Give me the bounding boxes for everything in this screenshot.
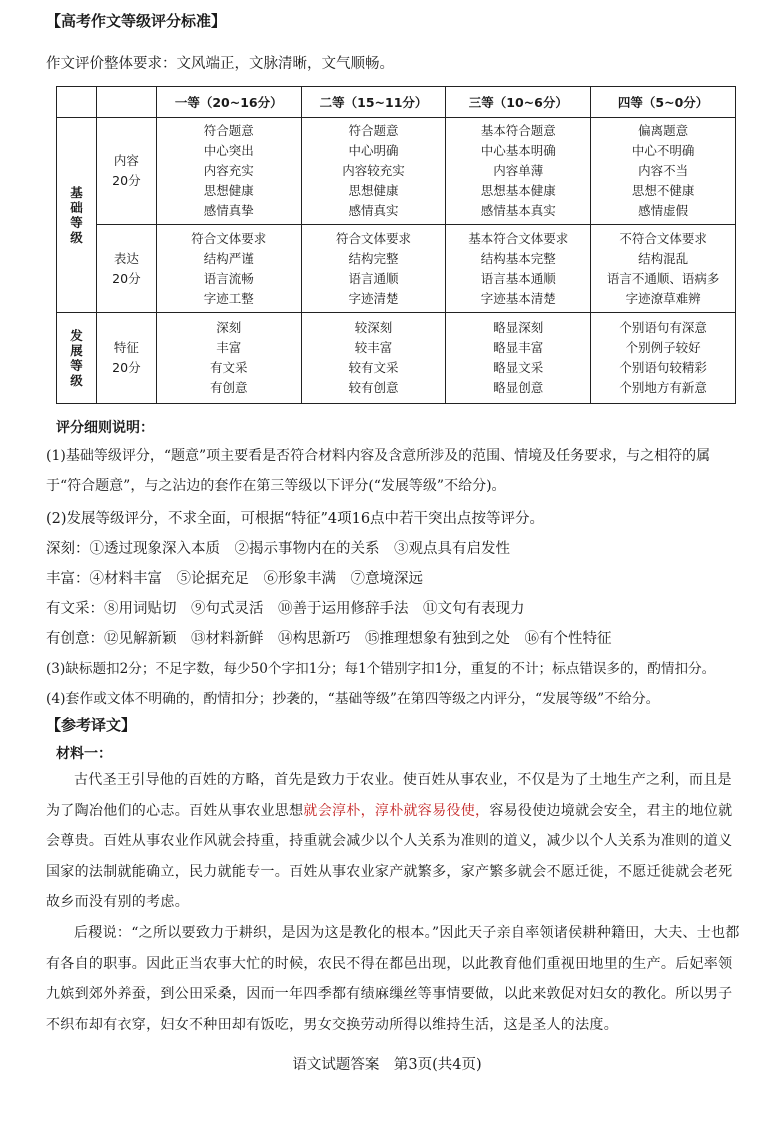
feature-grade-3: 略显深刻 略显丰富 略显文采 略显创意 [446,313,591,404]
content-grade-3: 基本符合题意 中心基本明确 内容单薄 思想基本健康 感情基本真实 [446,118,591,225]
rule-creative: 有创意：⑫见解新颖 ⑬材料新鲜 ⑭构思新巧 ⑮推理想象有独到之处 ⑯有个性特征 [46,631,612,647]
basic-level-label: 基 础 等 级 [57,118,97,313]
header-grade-1: 一等（20~16分） [156,87,301,118]
table-header-row [57,87,736,118]
expression-grade-3: 基本符合文体要求 结构基本完整 语言基本通顺 字迹基本清楚 [446,225,591,313]
details-title: 评分细则说明： [56,420,154,436]
grading-table [56,86,736,404]
rule-1: (1)基础等级评分，“题意”项主要看是否符合材料内容及含意所涉及的范围、情境及任务要求，与之相符的属于“符合题意”，与之沾边的套作在第三等级以下评分(“发展等级”不给分)。 [46,448,711,494]
header-cell-empty-2 [96,87,156,118]
rule-rich: 丰富：④材料丰富 ⑤论据充足 ⑥形象丰满 ⑦意境深远 [46,571,423,587]
header-grade-3: 三等（10~6分） [446,87,591,118]
highlighted-phrase: 就会淳朴，淳朴就容易役使， [303,802,490,819]
content-grade-4: 偏离题意 中心不明确 内容不当 思想不健康 感情虚假 [591,118,736,225]
expression-grade-4: 不符合文体要求 结构混乱 语言不通顺、语病多 字迹潦草难辨 [591,225,736,313]
expression-grade-1: 符合文体要求 结构严谨 语言流畅 字迹工整 [156,225,301,313]
expression-grade-2: 符合文体要求 结构完整 语言通顺 字迹清楚 [301,225,446,313]
content-grade-1: 符合题意 中心突出 内容充实 思想健康 感情真挚 [156,118,301,225]
rule-4: (4)套作或文体不明确的，酌情扣分；抄袭的，“基础等级”在第四等级之内评分，“发展等级”不给分。 [46,691,660,707]
rule-2: (2)发展等级评分，不求全面，可根据“特征”4项16点中若干突出点按等评分。 [46,511,545,527]
expression-label: 表达 20分 [96,225,156,313]
translation-heading: 【参考译文】 [46,716,137,734]
rule-literary: 有文采：⑧用词贴切 ⑨句式灵活 ⑩善于运用修辞手法 ⑪文句有表现力 [46,601,525,617]
development-level-label: 发 展 等 级 [57,313,97,404]
rule-3: (3)缺标题扣2分；不足字数，每少50个字扣1分；每1个错别字扣1分，重复的不计；标点错误多的，酌情扣分。 [46,661,716,677]
translation-paragraph-2: 后稷说：“之所以要致力于耕织，是因为这是教化的根本。”因此天子亲自率领诸侯耕种籍田，大夫、士也都有各自的职事。因此正当农事大忙的时候，农民不得在都邑出现，以此教育他们重视田地里的生产。后妃率领九嫔到郊外养蚕，到公田采桑，因而一年四季都有绩麻缫丝等事情要做，以此来敦促对妇女的教化。所以男子不织布却有衣穿，妇女不种田却有饭吃，男女交换劳动所得以维持生活，这是圣人的法度。 [46,925,740,1033]
feature-label: 特征 20分 [96,313,156,404]
content-grade-2: 符合题意 中心明确 内容较充实 思想健康 感情真实 [301,118,446,225]
feature-grade-2: 较深刻 较丰富 较有文采 较有创意 [301,313,446,404]
feature-grade-4: 个别语句有深意 个别例子较好 个别语句较精彩 个别地方有新意 [591,313,736,404]
rule-deep: 深刻：①透过现象深入本质 ②揭示事物内在的关系 ③观点具有启发性 [46,541,510,557]
content-label: 内容 20分 [96,118,156,225]
standard-heading: 【高考作文等级评分标准】 [46,12,227,30]
overall-requirement: 作文评价整体要求：文风端正，文脉清晰，文气顺畅。 [46,56,394,72]
header-grade-4: 四等（5~0分） [591,87,736,118]
header-grade-2: 二等（15~11分） [301,87,446,118]
table-row-content [57,118,736,225]
header-cell-empty-1 [57,87,97,118]
table-row-feature [57,313,736,404]
table-row-expression [57,225,736,313]
feature-grade-1: 深刻 丰富 有文采 有创意 [156,313,301,404]
translation-paragraph-1: 古代圣王引导他的百姓的方略，首先是致力于农业。使百姓从事农业，不仅是为了土地生产之利，而且是为了陶冶他们的心志。百姓从事农业思想就会淳朴，淳朴就容易役使，容易役使边境就会安全，君主的地位就会尊贵。百姓从事农业作风就会持重，持重就会减少以个人关系为准则的道义，减少以个人关系为准则的道义国家的法制就能确立，民力就能专一。百姓从事农业家产就繁多，家产繁多就会不愿迁徙，不愿迁徙就会老死故乡而没有别的考虑。 [46,772,733,910]
page-footer: 语文试题答案 第3页(共4页) [292,1057,482,1073]
material-one-label: 材料一： [56,746,112,762]
